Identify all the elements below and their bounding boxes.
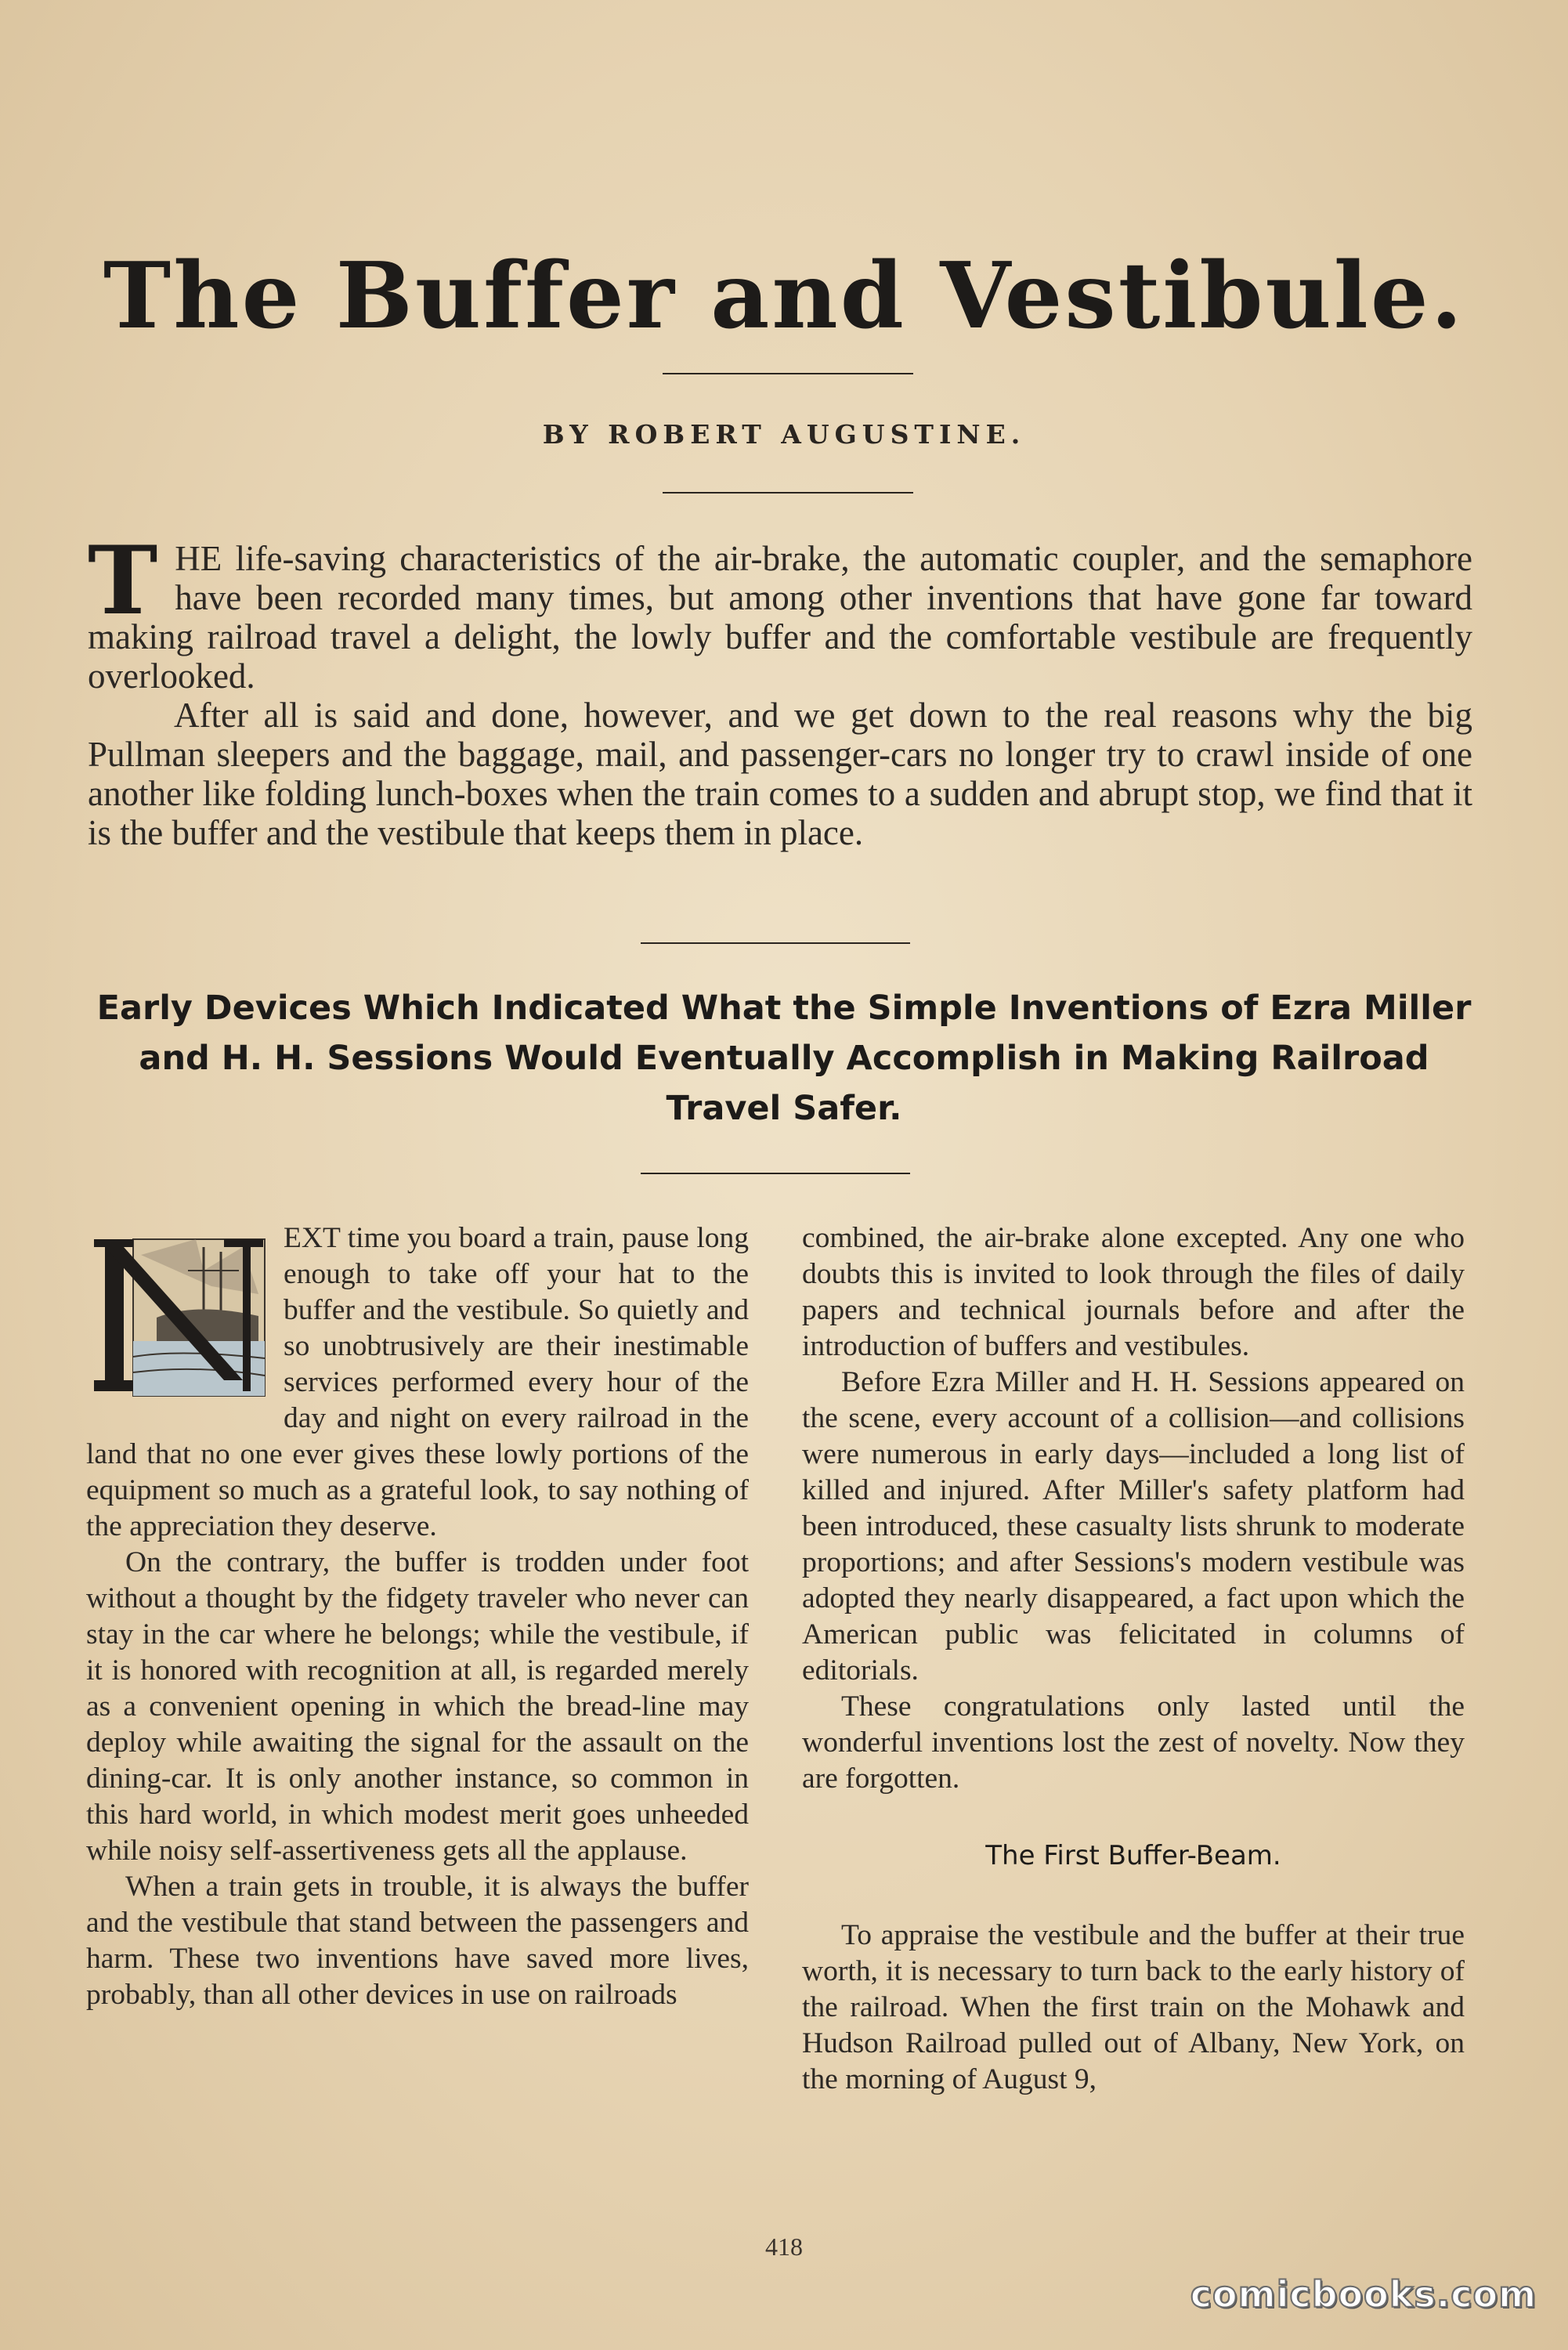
intro-paragraph-2: After all is said and done, however, and we get down to the real reasons why the big Pullman sleepers and the baggage, mail, and passenger-cars no longer try to crawl inside of one another like folding lunch-boxes when the train comes to a sudden and abrupt stop, we find that it is the buffer and the vestibule that keeps them in place. [88,696,1472,852]
page-number: 418 [765,2232,803,2261]
right-paragraph-4: To appraise the vestibule and the buffer at their true worth, it is necessary to turn back to the early history of the railroad. When the first train on the Mohawk and Hudson Railroad pulled out of Albany, New York, on the morning of August 9, [802,1919,1465,2095]
right-column [802,1220,1465,2098]
left-paragraph-1: EXT time you board a train, pause long enough to take off your hat to the buffer and the vestibule. So quietly and so unobtrusively are their inestimable services performed every hour of the day and night on every railroad in the land that no one ever gives these lowly portions of the equipment so much as a grateful look, to say nothing of the appreciation they deserve. [86,1222,749,1542]
byline-rule [663,492,913,494]
section-heading: The First Buffer-Beam. [985,1840,1281,1871]
intro-text-1: HE life-saving characteristics of the air-brake, the automatic coupler, and the semaphore have been recorded many times, but among other inventions that have gone far toward making railroad travel a delight, the lowly buffer and the comfortable vestibule are frequently overlooked. [88,539,1472,696]
right-paragraph-3: These congratulations only lasted until the wonderful inventions lost the zest of novelty. Now they are forgotten. [802,1690,1465,1795]
subhead-rule [641,1173,910,1174]
left-paragraph-2: On the contrary, the buffer is trodden under foot without a thought by the fidgety traveler who never can stay in the car where he belongs; while the vestibule, if it is honored with recognition at all, is regarded merely as a convenient opening in which the bread-line may deploy while awaiting the signal for the assault on the dining-car. It is only another instance, so common in this hard world, in which modest merit goes unheeded while noisy self-assertiveness gets all the applause. [86,1546,749,1867]
intro-section [88,526,1472,852]
right-paragraph-1: combined, the air-brake alone excepted. Any one who doubts this is invited to look through the files of daily papers and technical journals before and after the introduction of buffers and vestibules. [802,1222,1465,1362]
article-title: The Buffer and Vestibule. [103,243,1465,349]
watermark: comicbooks.com [1190,2273,1537,2316]
intro-rule [641,942,910,944]
n-initial-harbor-scene-icon [86,1224,268,1404]
intro-drop-cap: T [88,526,158,636]
right-paragraph-2: Before Ezra Miller and H. H. Sessions appeared on the scene, every account of a collision—and collisions were numerous in early days—included a long list of killed and injured. After Miller's safety platform had been introduced, these casualty lists shrunk to moderate proportions; and after Sessions's modern vestibule was adopted they nearly disappeared, a fact upon which the American public was felicitated in columns of editorials. [802,1366,1465,1687]
intro-paragraph-1 [88,526,1472,696]
left-paragraph-3: When a train gets in trouble, it is always the buffer and the vestibule that stand between the passengers and harm. These two inventions have saved more lives, probably, than all other devices in use on railroads [86,1871,749,2011]
byline: BY ROBERT AUGUSTINE. [542,419,1026,450]
article-subheading: Early Devices Which Indicated What the Simple Inventions of Ezra Miller and H. H. Sessions Would Eventually Accomplish in Making Railroad Travel Safer. [96,989,1472,1128]
left-column [86,1220,749,2013]
title-rule [663,373,913,374]
